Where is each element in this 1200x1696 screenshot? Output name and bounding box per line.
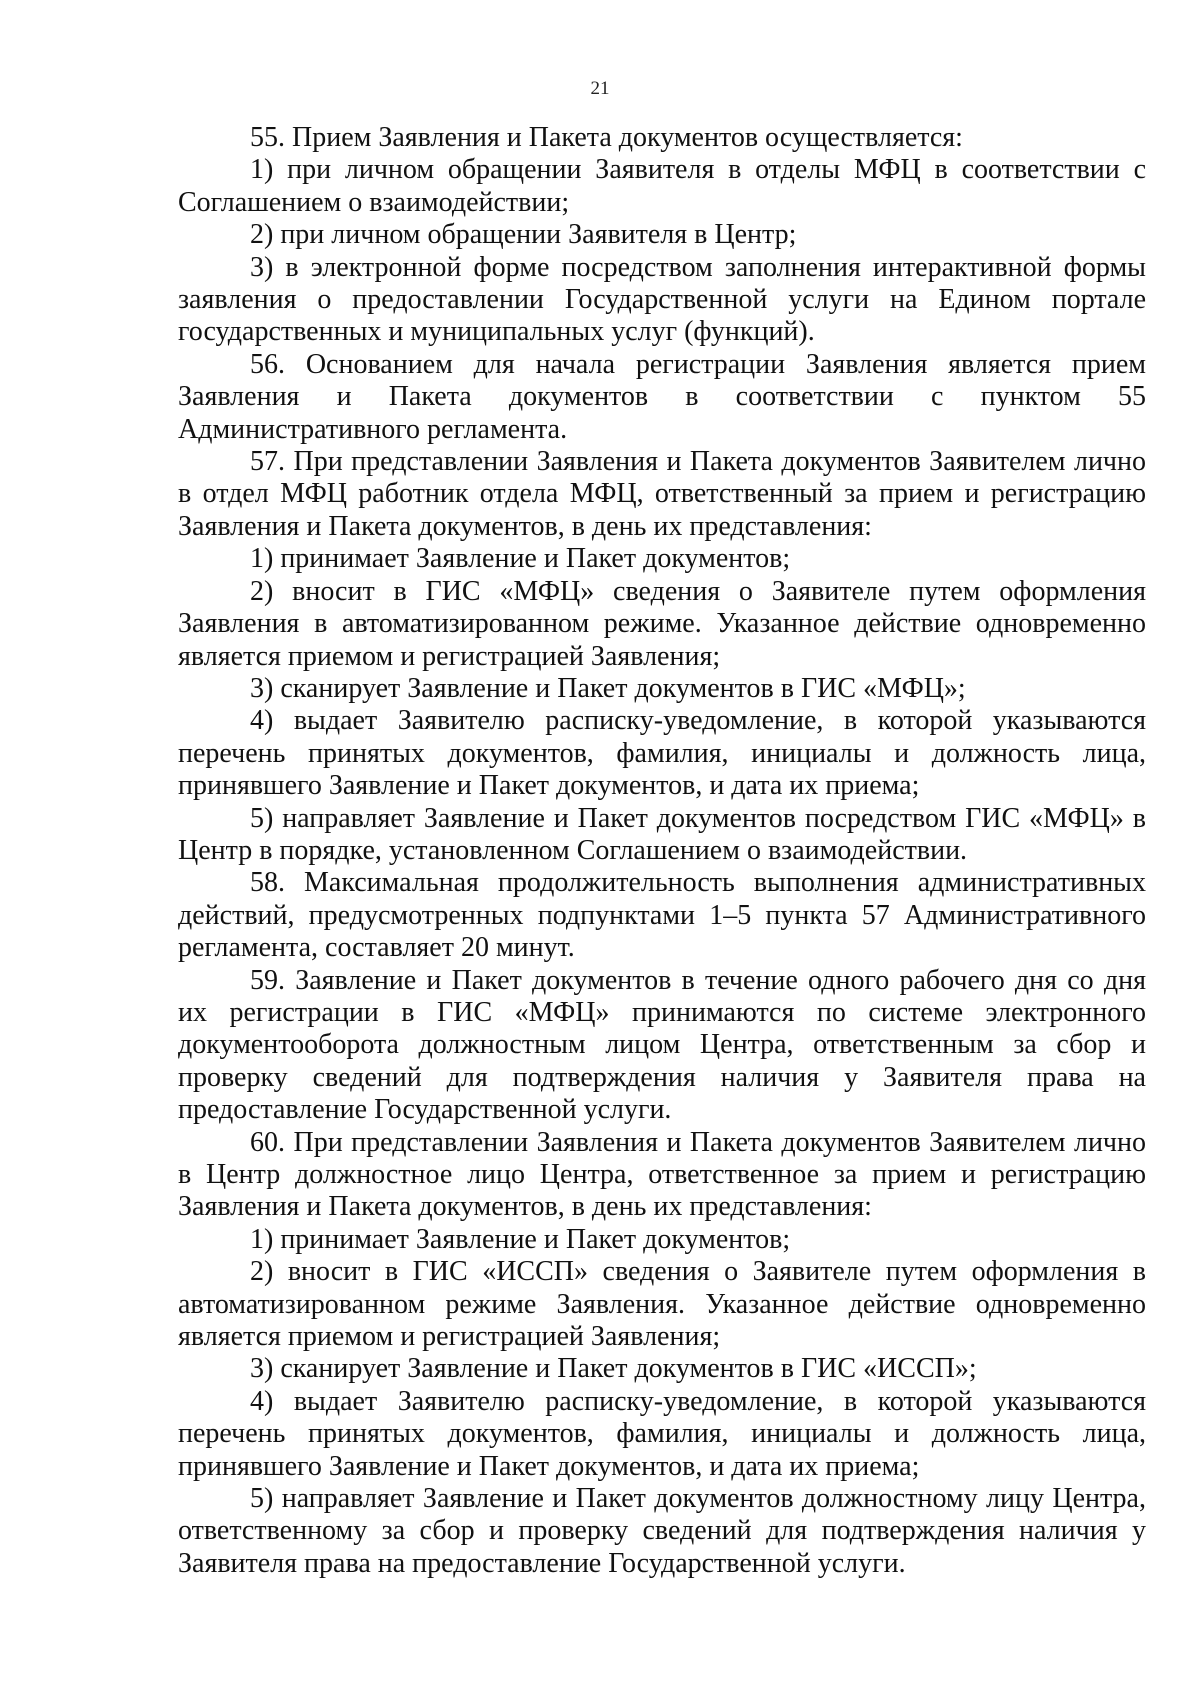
paragraph-58: 58. Максимальная продолжительность выполнения административных действий, предусмотренных подпунктами 1–5 пункта 57 Административного регламента, составляет 20 минут. — [178, 867, 1146, 964]
paragraph-55-item-1: 1) при личном обращении Заявителя в отделы МФЦ в соответствии с Соглашением о взаимодействии; — [178, 154, 1146, 218]
paragraph-60-item-4: 4) выдает Заявителю расписку-уведомление, в которой указываются перечень принятых документов, фамилия, инициалы и должность лица, принявшего Заявление и Пакет документов, и дата их приема; — [178, 1385, 1146, 1482]
paragraph-57-item-1: 1) принимает Заявление и Пакет документов; — [250, 543, 791, 575]
paragraph-57: 57. При представлении Заявления и Пакета документов Заявителем лично в отдел МФЦ работник отдела МФЦ, ответственный за прием и регистрацию Заявления и Пакета документов, в день их представления: — [178, 446, 1146, 542]
paragraph-55: 55. Прием Заявления и Пакета документов осуществляется: — [250, 122, 963, 153]
page-number: 21 — [590, 78, 610, 99]
paragraph-60-item-5: 5) направляет Заявление и Пакет документов должностному лицу Центра, ответственному за сбор и проверку сведений для подтверждения наличия у Заявителя права на предоставление Государственной услуги. — [178, 1483, 1146, 1579]
paragraph-60: 60. При представлении Заявления и Пакета документов Заявителем лично в Центр должностное лицо Центра, ответственное за прием и регистрацию Заявления и Пакета документов, в день их представления: — [178, 1126, 1146, 1223]
paragraph-57-item-4: 4) выдает Заявителю расписку-уведомление, в которой указываются перечень принятых документов, фамилия, инициалы и должность лица, принявшего Заявление и Пакет документов, и дата их приема; — [178, 705, 1146, 802]
paragraph-57-item-2: 2) вносит в ГИС «МФЦ» сведения о Заявителе путем оформления Заявления в автоматизированном режиме. Указанное действие одновременно является приемом и регистрацией Заявления; — [178, 575, 1146, 672]
paragraph-60-item-2: 2) вносит в ГИС «ИССП» сведения о Заявителе путем оформления в автоматизированном режиме Заявления. Указанное действие одновременно является приемом и регистрацией Заявления; — [178, 1256, 1146, 1353]
paragraph-56: 56. Основанием для начала регистрации Заявления является прием Заявления и Пакета документов в соответствии с пунктом 55 Административного регламента. — [178, 348, 1146, 445]
paragraph-60-item-3: 3) сканирует Заявление и Пакет документов в ГИС «ИССП»; — [250, 1353, 977, 1385]
document-body — [178, 122, 1146, 1580]
paragraph-55-item-3: 3) в электронной форме посредством заполнения интерактивной формы заявления о предоставлении Государственной услуги на Едином портале государственных и муниципальных услуг (функций). — [178, 251, 1146, 348]
paragraph-57-item-3: 3) сканирует Заявление и Пакет документов в ГИС «МФЦ»; — [250, 672, 966, 704]
paragraph-59: 59. Заявление и Пакет документов в течение одного рабочего дня со дня их регистрации в ГИС «МФЦ» принимаются по системе электронного документооборота должностным лицом Центра, ответственным за сбор и проверку сведений для подтверждения наличия у Заявителя права на предоставление Государственной услуги. — [178, 964, 1146, 1126]
paragraph-55-item-2: 2) при личном обращении Заявителя в Центр; — [250, 219, 797, 251]
paragraph-57-item-5: 5) направляет Заявление и Пакет документов посредством ГИС «МФЦ» в Центр в порядке, установленном Соглашением о взаимодействии. — [178, 802, 1146, 866]
paragraph-60-item-1: 1) принимает Заявление и Пакет документов; — [250, 1223, 791, 1255]
